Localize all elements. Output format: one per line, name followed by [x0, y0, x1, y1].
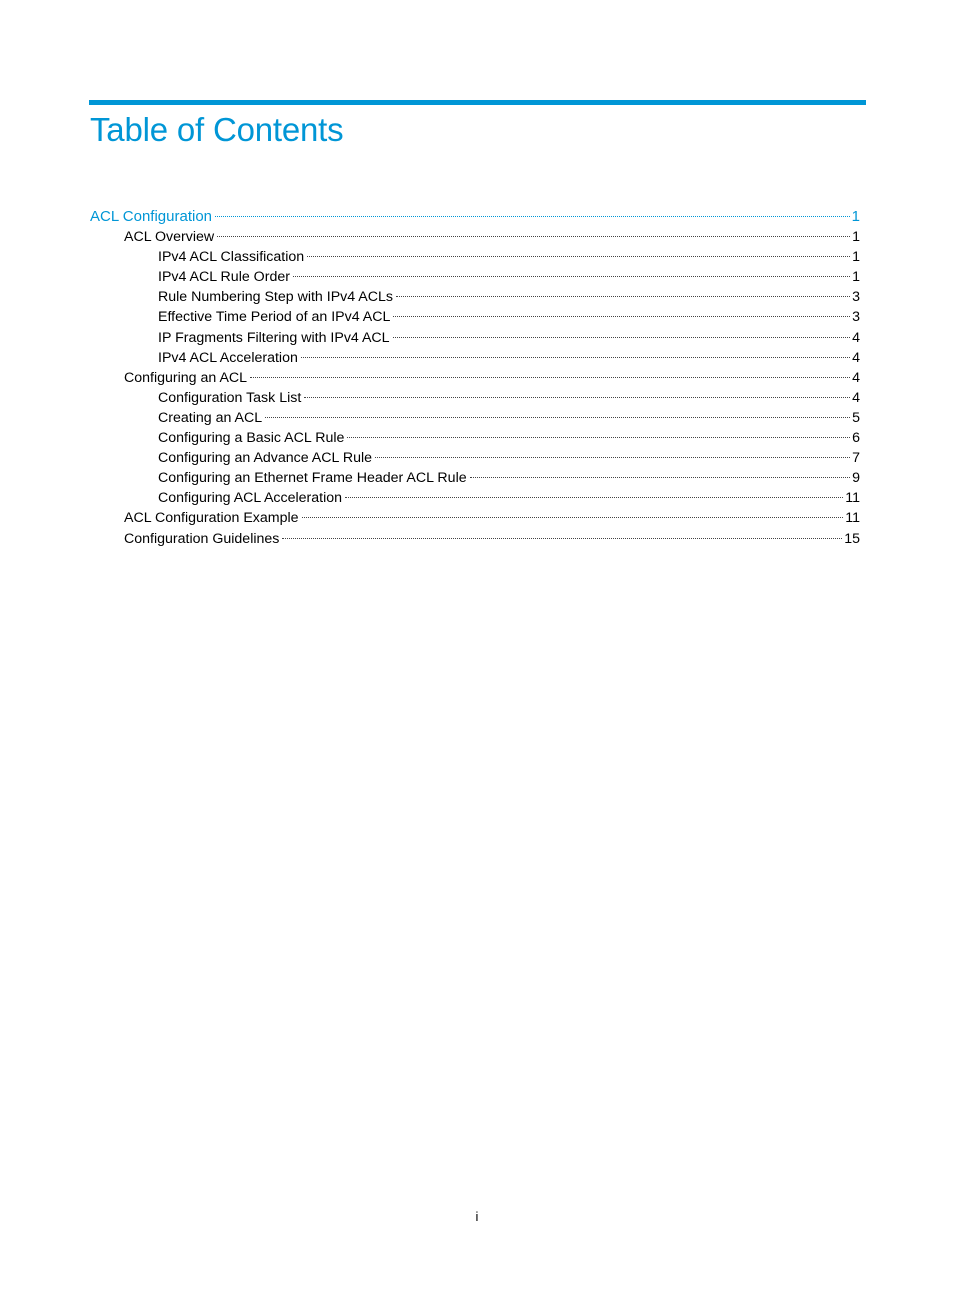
toc-entry[interactable] [90, 488, 860, 508]
toc-entry-label: ACL Overview [124, 229, 215, 246]
toc-page-number: 3 [852, 309, 860, 326]
toc-leader [293, 276, 850, 277]
title-rule [89, 100, 866, 105]
toc-page-number: 5 [852, 409, 860, 426]
toc-leader [307, 256, 850, 257]
toc-entry[interactable] [90, 468, 860, 488]
toc-entry-label: Rule Numbering Step with IPv4 ACLs [158, 289, 393, 306]
toc-entry-label: IPv4 ACL Rule Order [158, 269, 290, 286]
toc-entry-label: Configuration Guidelines [124, 530, 280, 547]
toc-page-number: 15 [844, 530, 860, 547]
toc-leader [215, 216, 850, 217]
toc-entry-label: IP Fragments Filtering with IPv4 ACL [158, 329, 390, 346]
toc-entry-label: Configuring an Ethernet Frame Header ACL Rule [158, 470, 467, 487]
toc-entry-label: Effective Time Period of an IPv4 ACL [158, 309, 391, 326]
toc-entry[interactable] [90, 368, 860, 388]
toc-page-number: 1 [852, 269, 860, 286]
toc-entry-label: IPv4 ACL Classification [158, 249, 305, 266]
toc-page-number: 1 [851, 208, 860, 225]
toc-page-number: 4 [852, 389, 860, 406]
toc-page-number: 4 [852, 369, 860, 386]
toc-entry[interactable] [90, 227, 860, 247]
toc-entry-label: Configuring ACL Acceleration [158, 490, 343, 507]
table-of-contents [90, 207, 860, 549]
toc-entry[interactable] [90, 428, 860, 448]
toc-leader [393, 337, 851, 338]
toc-entry[interactable] [90, 247, 860, 267]
toc-page-number: 3 [852, 289, 860, 306]
toc-leader [393, 316, 850, 317]
toc-entry-label: Configuration Task List [158, 389, 302, 406]
toc-entry[interactable] [90, 388, 860, 408]
toc-entry[interactable] [90, 508, 860, 528]
toc-page-number: 6 [852, 430, 860, 447]
toc-entry[interactable] [90, 408, 860, 428]
toc-leader [282, 538, 842, 539]
toc-leader [301, 357, 850, 358]
toc-entry[interactable] [90, 328, 860, 348]
toc-leader [304, 397, 850, 398]
toc-entry[interactable] [90, 267, 860, 287]
toc-leader [347, 437, 850, 438]
toc-page-number: 1 [852, 229, 860, 246]
toc-page-number: 4 [852, 349, 860, 366]
toc-entry[interactable] [90, 287, 860, 307]
toc-leader [375, 457, 850, 458]
toc-leader [470, 477, 850, 478]
toc-page-number: 7 [852, 450, 860, 467]
toc-entry[interactable] [90, 529, 860, 549]
toc-leader [396, 296, 850, 297]
toc-page-number: 9 [852, 470, 860, 487]
toc-leader [345, 497, 843, 498]
toc-entry[interactable] [90, 348, 860, 368]
toc-entry-label: Configuring an ACL [124, 369, 248, 386]
toc-entry[interactable] [90, 307, 860, 327]
toc-entry-label: Configuring an Advance ACL Rule [158, 450, 373, 467]
toc-entry-label: Creating an ACL [158, 409, 263, 426]
toc-leader [302, 517, 844, 518]
toc-entry-label: ACL Configuration Example [124, 510, 299, 527]
toc-page-number: 1 [852, 249, 860, 266]
toc-entry-label: Configuring a Basic ACL Rule [158, 430, 345, 447]
toc-entry[interactable] [90, 207, 860, 227]
toc-entry-label: ACL Configuration [90, 208, 213, 225]
toc-entry[interactable] [90, 448, 860, 468]
page-title: Table of Contents [90, 111, 344, 148]
toc-leader [217, 236, 850, 237]
toc-page-number: 11 [845, 490, 860, 507]
toc-leader [250, 377, 850, 378]
toc-entry-label: IPv4 ACL Acceleration [158, 349, 298, 366]
toc-page-number: 11 [845, 510, 860, 527]
toc-page-number: 4 [852, 329, 860, 346]
toc-leader [265, 417, 850, 418]
page-number: i [475, 1209, 479, 1224]
